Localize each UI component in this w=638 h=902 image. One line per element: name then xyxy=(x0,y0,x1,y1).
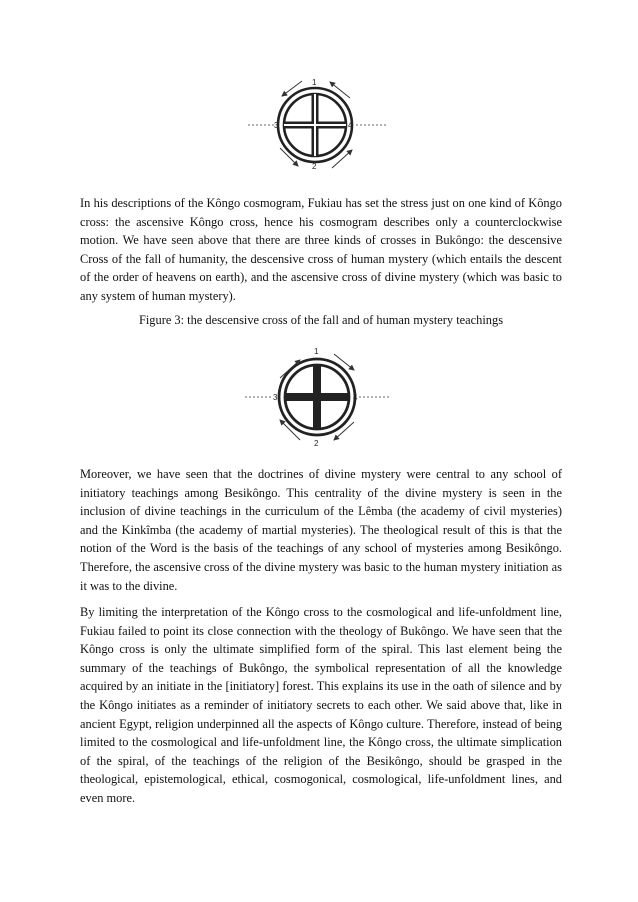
figure-top-label-1: 1 xyxy=(312,78,317,87)
figure-bottom-label-1: 1 xyxy=(314,347,319,356)
figure-top-label-2: 2 xyxy=(312,162,317,171)
body-paragraph-2: Moreover, we have seen that the doctrines of divine mystery were central to any school of initiatory teachings among Besikôngo. This centrality of the divine mystery is seen in the inclusion of divine teachings in the curriculum of the Lêmba (the academy of civil mysteries) and the Kinkîmba (the academy of martial mysteries). The theological result of this is that the notion of the Word is the basis of the teachings of any school of mysteries among Besikôngo. Therefore, the ascensive cross of the divine mystery was basic to the human mystery initiation as it was to the divine. xyxy=(80,467,562,593)
figure-top-label-4: 4 xyxy=(348,121,353,130)
kongo-cross-figure-bottom xyxy=(0,344,638,454)
figure-bottom-label-3: 3 xyxy=(273,393,278,402)
body-paragraph-1: In his descriptions of the Kôngo cosmogram, Fukiau has set the stress just on one kind of Kôngo cross: the ascensive Kôngo cross, hence his cosmogram describes only a counterclockwise motion. We have seen above that there are three kinds of crosses in Bukôngo: the descensive Cross of the fall of humanity, the descensive cross of human mystery (which entails the descent of the order of heavens on earth), and the ascensive cross of divine mystery (which was basic to any system of human mystery). xyxy=(80,196,562,303)
kongo-cosmogram-bottom-icon xyxy=(240,344,400,454)
kongo-cross-figure-top xyxy=(0,72,638,182)
figure-caption: Figure 3: the descensive cross of the fall and of human mystery teachings xyxy=(138,313,504,327)
body-paragraph-3: By limiting the interpretation of the Kôngo cross to the cosmological and life-unfoldment line, Fukiau failed to point its close connection with the theology of Bukôngo. We have seen that the Kôngo cross is only the ultimate simplified form of the spiral. This last element being the summary of the teachings of Bukôngo, the symbolical representation of all the knowledge acquired by an initiate in the [initiatory] forest. This explains its use in the oath of silence and by the Kôngo initiates as a reminder of initiatory secrets to each other. We said above that, like in ancient Egypt, religion underpinned all the aspects of Kôngo culture. Therefore, instead of being limited to the cosmological and life-unfoldment line, the Kôngo cross, the ultimate simplication of the spiral, of the teachings of the religion of the Besikôngo, should be grasped in the theological, epistemological, ethical, cosmogonical, cosmological, life-unfoldment lines, and even more. xyxy=(80,605,562,805)
figure-top-label-3: 3 xyxy=(274,121,279,130)
figure-bottom-label-2: 2 xyxy=(314,439,319,448)
figure-bottom-label-4: 4 xyxy=(353,393,358,402)
kongo-cosmogram-top-icon xyxy=(240,72,400,182)
